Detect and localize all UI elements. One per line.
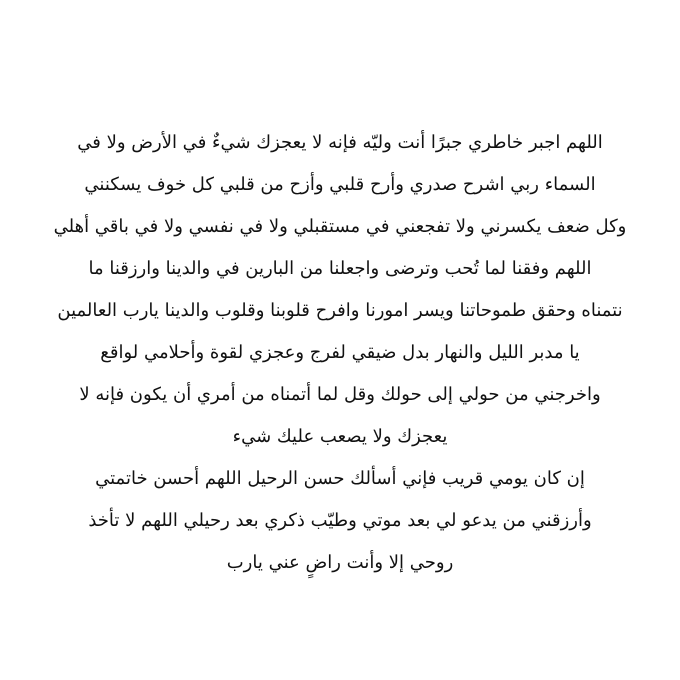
text-line-11: روحي إلا وأنت راضٍ عني يارب [226,552,454,573]
prayer-text-block [40,122,640,584]
text-line-5: نتمناه وحقق طموحاتنا ويسر امورنا وافرح قلوبنا وقلوب والدينا يارب العالمين [57,300,623,321]
text-line-4: اللهم وفقنا لما تُحب وترضى واجعلنا من البارين في والدينا وارزقنا ما [88,258,592,279]
text-line-10: وأرزقني من يدعو لي بعد موتي وطيّب ذكري بعد رحيلي اللهم لا تأخذ [88,510,592,531]
text-line-3: وكل ضعف يكسرني ولا تفجعني في مستقبلي ولا في نفسي ولا في باقي أهلي [53,216,627,237]
text-line-2: السماء ربي اشرح صدري وأرح قلبي وأزح من قلبي كل خوف يسكنني [84,174,596,195]
text-line-8: يعجزك ولا يصعب عليك شيء [232,426,448,447]
text-line-7: واخرجني من حولي إلى حولك وقل لما أتمناه من أمري أن يكون فإنه لا [79,384,601,405]
text-line-1: اللهم اجبر خاطري جبرًا أنت وليّه فإنه لا يعجزك شيءٌ في الأرض ولا في [77,132,603,153]
text-line-9: إن كان يومي قريب فإني أسألك حسن الرحيل اللهم أحسن خاتمتي [95,468,585,489]
text-line-6: يا مدبر الليل والنهار بدل ضيقي لفرج وعجزي لقوة وأحلامي لواقع [100,342,580,363]
